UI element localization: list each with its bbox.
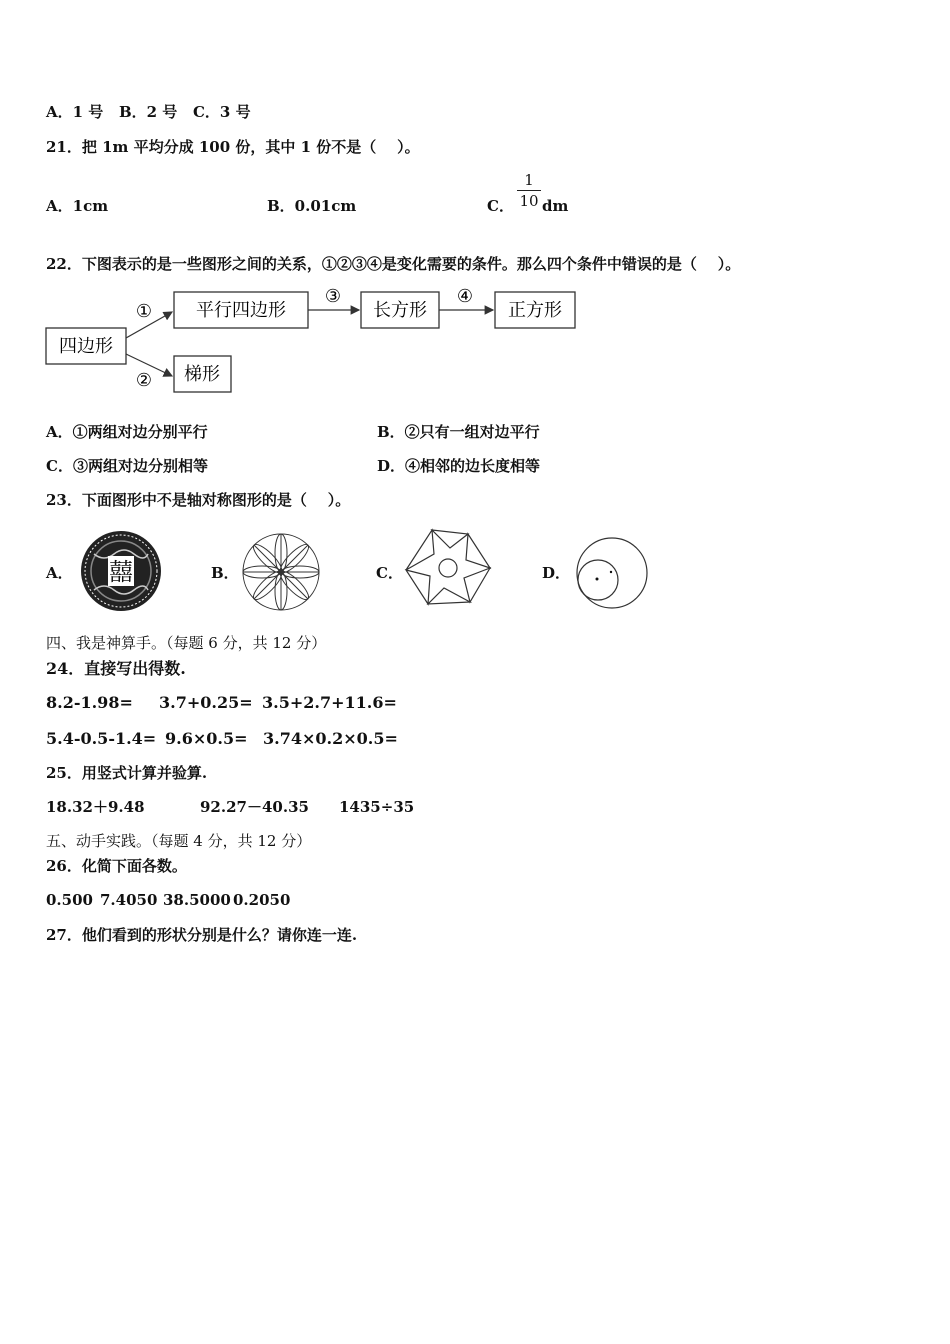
q20-options: A．1 号 B．2 号 C．3 号 (46, 103, 251, 121)
label-parallelogram: 平行四边形 (196, 300, 286, 321)
q26-item-3: 38.5000 (163, 891, 231, 909)
q24-row2-item2: 9.6×0.5= (165, 729, 248, 748)
q21-option-c-unit: dm (542, 197, 569, 215)
condition-3-label: ③ (324, 286, 342, 307)
q26-item-4: 0.2050 (233, 891, 291, 909)
q21-option-b: B．0.01cm (267, 197, 357, 215)
fraction-numerator: 1 (524, 171, 534, 189)
fraction-denominator: 10 (519, 192, 539, 210)
q26-item-1: 0.500 (46, 891, 93, 909)
q23-figure-a-medallion (80, 530, 162, 612)
q21-option-a: A．1cm (46, 197, 109, 215)
q24-row2-item1: 5.4-0.5-1.4= (46, 729, 157, 748)
q23-stem: 23．下面图形中不是轴对称图形的是（ ）。 (46, 491, 351, 509)
q22-stem: 22．下图表示的是一些图形之间的关系，①②③④是变化需要的条件。那么四个条件中错误的是（ ）。 (46, 255, 741, 273)
q23-figure-c-pinwheel (404, 528, 494, 608)
q26-stem: 26．化简下面各数。 (46, 857, 187, 875)
q23-figure-b-flower (242, 533, 320, 611)
condition-1-label: ① (135, 301, 153, 322)
q22-option-b: B．②只有一组对边平行 (377, 423, 540, 441)
q23-label-c: C． (376, 564, 403, 582)
q22-relation-diagram (0, 0, 950, 420)
q23-label-d: D． (542, 564, 571, 582)
label-rectangle: 长方形 (373, 300, 427, 321)
section-5-title: 五、动手实践。（每题 4 分，共 12 分） (46, 832, 312, 850)
label-quadrilateral: 四边形 (59, 336, 113, 357)
q26-item-2: 7.4050 (100, 891, 158, 909)
q24-row2-item3: 3.74×0.2×0.5= (263, 729, 398, 748)
q23-figure-d-circles (575, 536, 649, 610)
q22-option-a: A．①两组对边分别平行 (46, 423, 208, 441)
q21-option-c-prefix: C． (487, 197, 514, 215)
q23-label-b: B． (211, 564, 239, 582)
condition-4-label: ④ (456, 286, 474, 307)
q24-row1-item3: 3.5+2.7+11.6= (262, 693, 397, 712)
label-trapezoid: 梯形 (184, 364, 220, 385)
q25-item-3: 1435÷35 (339, 798, 415, 816)
section-4-title: 四、我是神算手。（每题 6 分，共 12 分） (46, 634, 327, 652)
double-happiness-glyph: 囍 (109, 558, 133, 586)
q24-stem: 24．直接写出得数. (46, 659, 186, 678)
label-square: 正方形 (508, 300, 562, 321)
q25-item-1: 18.32＋9.48 (46, 798, 145, 816)
q25-stem: 25．用竖式计算并验算. (46, 764, 208, 782)
q23-label-a: A． (46, 564, 73, 582)
q22-option-c: C．③两组对边分别相等 (46, 457, 208, 475)
q21-stem: 21．把 1m 平均分成 100 份，其中 1 份不是（ ）。 (46, 138, 420, 156)
q25-item-2: 92.27－40.35 (200, 798, 309, 816)
q24-row1-item2: 3.7+0.25= (159, 693, 253, 712)
q27-stem: 27．他们看到的形状分别是什么？请你连一连. (46, 926, 358, 944)
q24-row1-item1: 8.2-1.98= (46, 693, 133, 712)
condition-2-label: ② (135, 370, 153, 391)
q22-option-d: D．④相邻的边长度相等 (377, 457, 541, 475)
